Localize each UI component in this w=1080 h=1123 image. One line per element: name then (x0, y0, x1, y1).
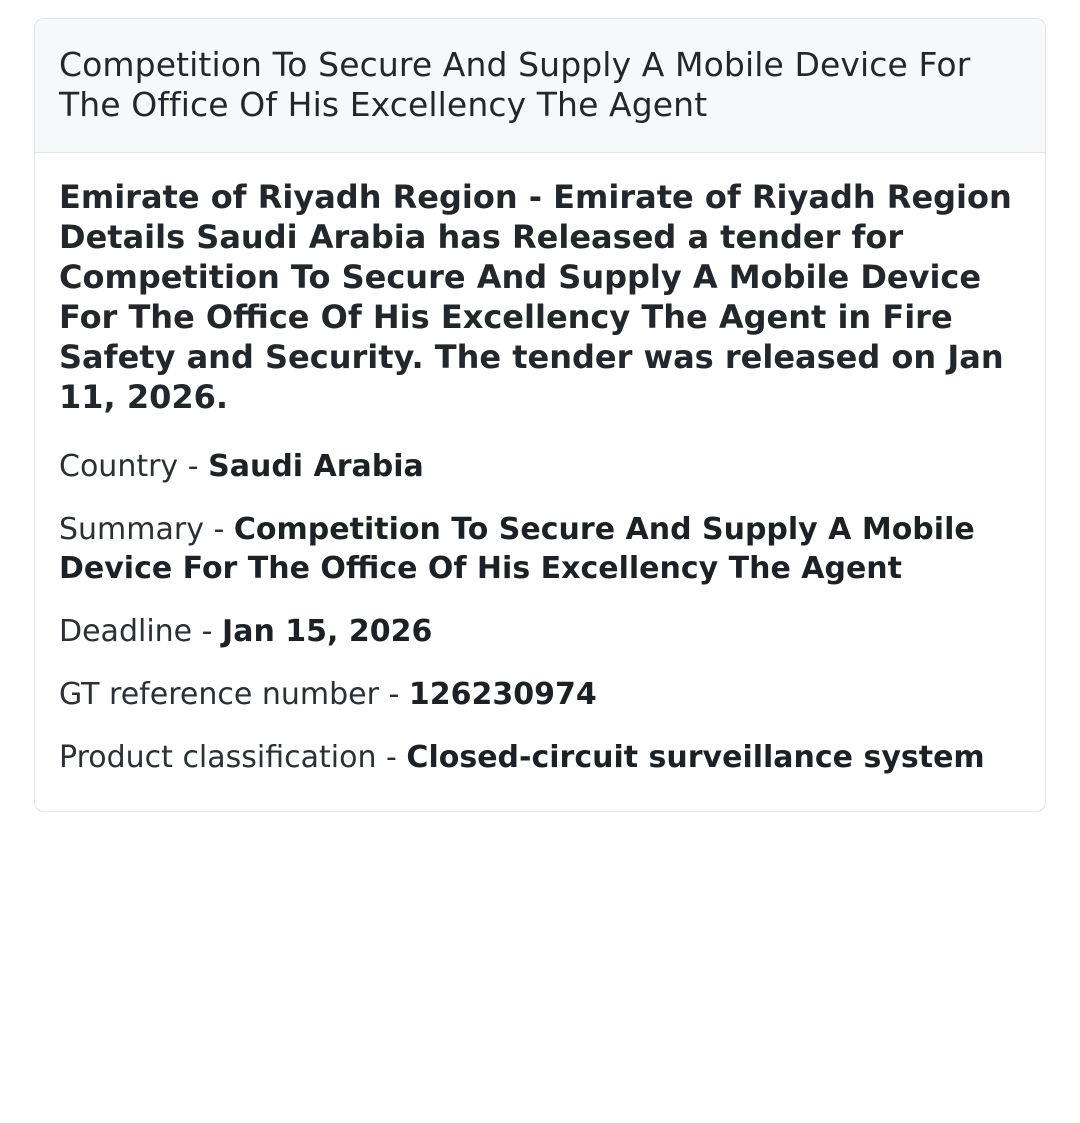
description-part-one: Emirate of Riyadh Region - Emirate of Riyadh Region Details Saudi Arabia has Released a tender for (59, 178, 1012, 257)
field-gt-reference-number-label: GT reference number (59, 677, 379, 713)
description-highlight: Competition To Secure And Supply A Mobile Device For The Office Of His Excellency The Agent (59, 258, 982, 337)
field-deadline-label: Deadline (59, 614, 193, 650)
description-part-two: in Fire Safety and Security. The tender was released on Jan 11, 2026. (59, 298, 1004, 417)
field-product-classification-value: Closed-circuit surveillance system (406, 740, 985, 776)
field-deadline-separator: - (201, 614, 213, 650)
field-summary (59, 510, 1021, 588)
field-country-label: Country (59, 449, 179, 485)
field-product-classification-separator: - (386, 740, 397, 776)
field-product-classification-label: Product classification (59, 740, 377, 776)
field-summary-separator: - (213, 512, 225, 548)
field-gt-reference-number (59, 675, 1021, 714)
field-country-value: Saudi Arabia (208, 449, 424, 485)
field-country (59, 447, 1021, 486)
card-body (35, 153, 1045, 811)
field-gt-reference-number-separator: - (388, 677, 400, 713)
field-country-separator: - (187, 449, 199, 485)
field-product-classification (59, 738, 1021, 777)
field-deadline-value: Jan 15, 2026 (222, 614, 433, 650)
field-summary-label: Summary (59, 512, 204, 548)
card-header (35, 19, 1045, 153)
tender-description (59, 177, 1021, 417)
tender-card (34, 18, 1046, 812)
field-gt-reference-number-value: 126230974 (408, 677, 597, 713)
field-summary-value: Competition To Secure And Supply A Mobile Device For The Office Of His Excellency The Agent (59, 512, 975, 587)
page-title: Competition To Secure And Supply A Mobile Device For The Office Of His Excellency The Agent (59, 45, 971, 124)
field-deadline (59, 612, 1021, 651)
